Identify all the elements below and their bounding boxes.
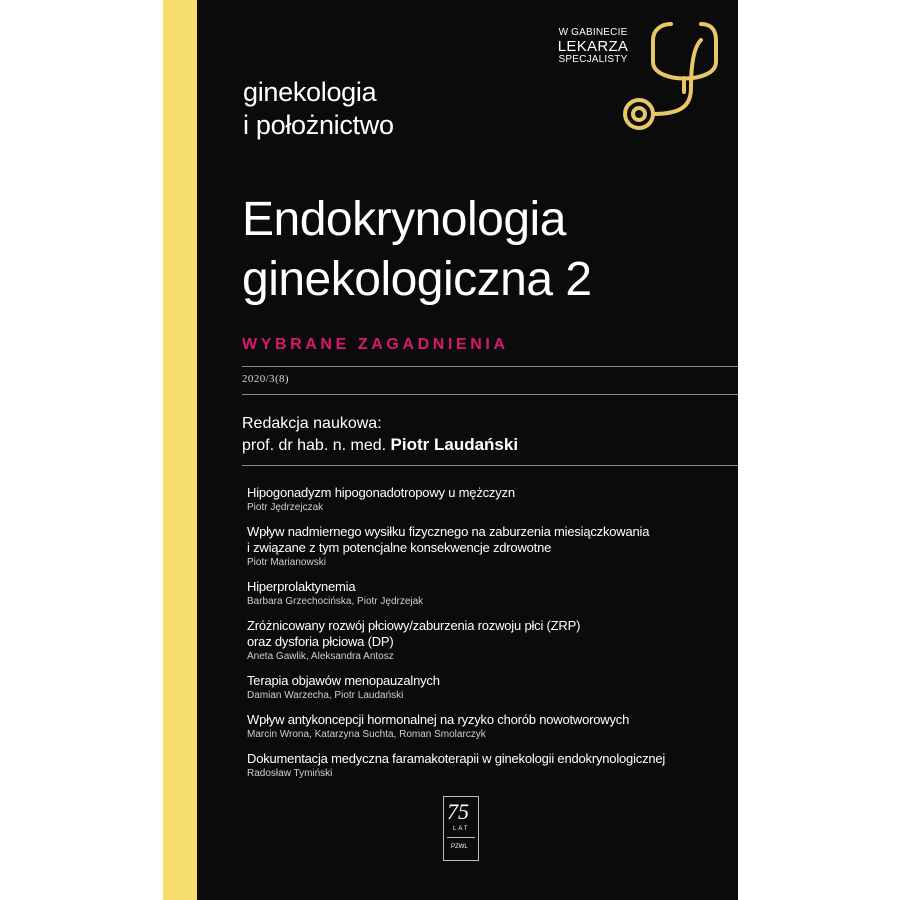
toc-item: [247, 751, 727, 780]
series-line-1: ginekologia: [243, 77, 377, 107]
book-title: [242, 190, 592, 310]
toc-item: [247, 579, 727, 608]
badge-line-1: W GABINECIE: [558, 27, 628, 38]
toc-item: [247, 524, 727, 569]
toc-item-title: Terapia objawów menopauzalnych: [247, 673, 440, 688]
toc-item: [247, 485, 727, 514]
toc-item-authors: Piotr Marianowski: [247, 557, 326, 568]
series-badge: [541, 18, 721, 148]
logo-divider: [447, 837, 475, 838]
book-cover: [163, 0, 738, 900]
editor-name: Piotr Laudański: [390, 435, 519, 454]
toc-item-authors: Radosław Tymiński: [247, 768, 333, 779]
toc-item-authors: Piotr Jędrzejczak: [247, 502, 324, 513]
toc-item-title: Hiperprolaktynemia: [247, 579, 356, 594]
divider-bottom: [242, 465, 738, 466]
toc-item: [247, 712, 727, 741]
logo-publisher: PZWL: [451, 844, 468, 850]
badge-line-3: SPECJALISTY: [558, 54, 628, 65]
divider-middle: [242, 394, 738, 395]
toc-item-title: Dokumentacja medyczna faramakoterapii w ginekologii endokrynologicznej: [247, 751, 666, 766]
series-title: [243, 76, 394, 142]
toc-item-title: Wpływ antykoncepcji hormonalnej na ryzyko chorób nowotworowych: [247, 712, 630, 727]
book-subtitle: WYBRANE ZAGADNIENIA: [242, 336, 509, 353]
badge-line-2: LEKARZA: [557, 38, 629, 55]
toc-item-title: Hipogonadyzm hipogonadotropowy u mężczyzn: [247, 485, 515, 500]
publisher-logo: [443, 796, 479, 861]
logo-lat: LAT: [453, 826, 470, 832]
toc-item-authors: Damian Warzecha, Piotr Laudański: [247, 690, 404, 701]
toc-item-title: Wpływ nadmiernego wysiłku fizycznego na zaburzenia miesiączkowania: [247, 524, 650, 539]
title-line-2: ginekologiczna 2: [242, 253, 592, 306]
title-line-1: Endokrynologia: [242, 193, 566, 246]
toc-item: [247, 673, 727, 702]
scientific-editor: [242, 413, 518, 456]
table-of-contents: [247, 485, 727, 790]
series-line-2: i położnictwo: [243, 110, 394, 140]
toc-item-authors: Barbara Grzechocińska, Piotr Jędrzejak: [247, 596, 424, 607]
divider-top: [242, 366, 738, 367]
badge-label: [541, 28, 645, 65]
editor-label: Redakcja naukowa:: [242, 415, 382, 432]
issue-number: 2020/3(8): [242, 373, 289, 385]
editor-prefix: prof. dr hab. n. med.: [242, 437, 387, 454]
logo-number: 75: [447, 799, 469, 824]
toc-item-authors: Aneta Gawlik, Aleksandra Antosz: [247, 651, 394, 662]
toc-item-title: Zróżnicowany rozwój płciowy/zaburzenia rozwoju płci (ZRP): [247, 618, 581, 633]
toc-item: [247, 618, 727, 663]
toc-item-title-continued: oraz dysforia płciowa (DP): [247, 634, 394, 649]
toc-item-authors: Marcin Wrona, Katarzyna Suchta, Roman Smolarczyk: [247, 729, 486, 740]
toc-item-title-continued: i związane z tym potencjalne konsekwencje zdrowotne: [247, 540, 552, 555]
cover-spine: [163, 0, 197, 900]
